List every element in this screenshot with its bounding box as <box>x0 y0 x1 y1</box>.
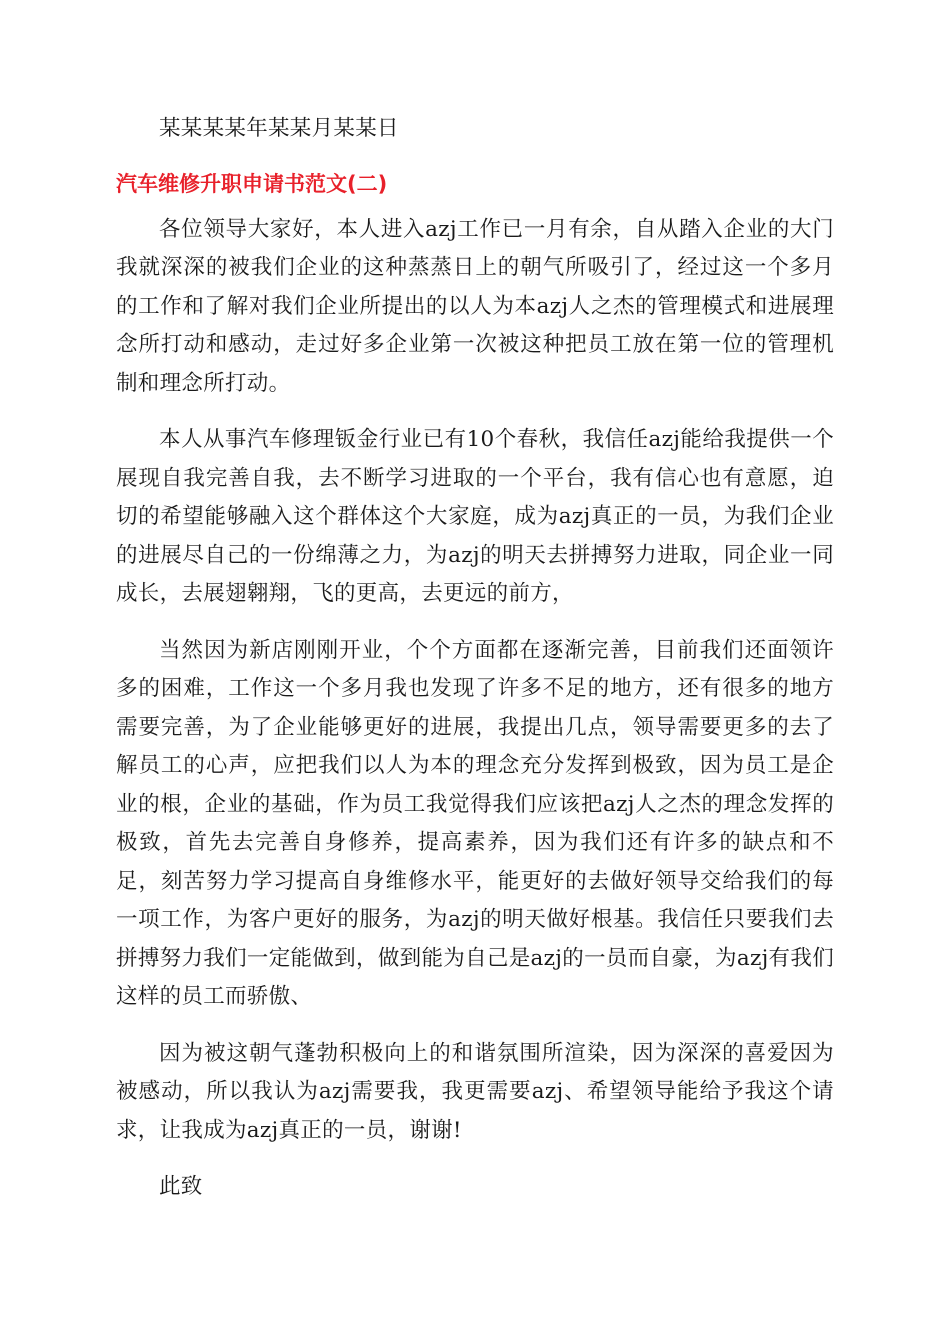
paragraph-4: 因为被这朝气蓬勃积极向上的和谐氛围所渲染，因为深深的喜爱因为被感动，所以我认为azj需要我，我更需要azj、希望领导能给予我这个请求，让我成为azj真正的一员，谢谢! <box>116 1040 834 1143</box>
date-line: 某某某某年某某月某某日 <box>159 116 399 141</box>
paragraph-3: 当然因为新店刚刚开业，个个方面都在逐渐完善，目前我们还面领许多的困难，工作这一个多月我也发现了许多不足的地方，还有很多的地方需要完善，为了企业能够更好的进展，我提出几点，领导需要更多的去了解员工的心声，应把我们以人为本的理念充分发挥到极致，因为员工是企业的根，企业的基础，作为员工我觉得我们应该把azj人之杰的理念发挥的极致，首先去完善自身修养，提高素养，因为我们还有许多的缺点和不足，刻苦努力学习提高自身维修水平，能更好的去做好领导交给我们的每一项工作，为客户更好的服务，为azj的明天做好根基。我信任只要我们去拼搏努力我们一定能做到，做到能为自己是azj的一员而自豪，为azj有我们这样的员工而骄傲、 <box>116 637 834 1009</box>
section-heading: 汽车维修升职申请书范文(二) <box>116 171 388 196</box>
closing-line: 此致 <box>159 1174 203 1199</box>
document-body <box>116 110 834 1207</box>
paragraph-2: 本人从事汽车修理钣金行业已有10个春秋，我信任azj能给我提供一个展现自我完善自我，去不断学习进取的一个平台，我有信心也有意愿，迫切的希望能够融入这个群体这个大家庭，成为azj真正的一员，为我们企业的进展尽自己的一份绵薄之力，为azj的明天去拼搏努力进取，同企业一同成长，去展翅翱翔，飞的更高，去更远的前方， <box>116 427 834 606</box>
paragraph-1: 各位领导大家好，本人进入azj工作已一月有余，自从踏入企业的大门我就深深的被我们企业的这种蒸蒸日上的朝气所吸引了，经过这一个多月的工作和了解对我们企业所提出的以人为本azj人之杰的管理模式和进展理念所打动和感动，走过好多企业第一次被这种把员工放在第一位的管理机制和理念所打动。 <box>116 216 834 396</box>
